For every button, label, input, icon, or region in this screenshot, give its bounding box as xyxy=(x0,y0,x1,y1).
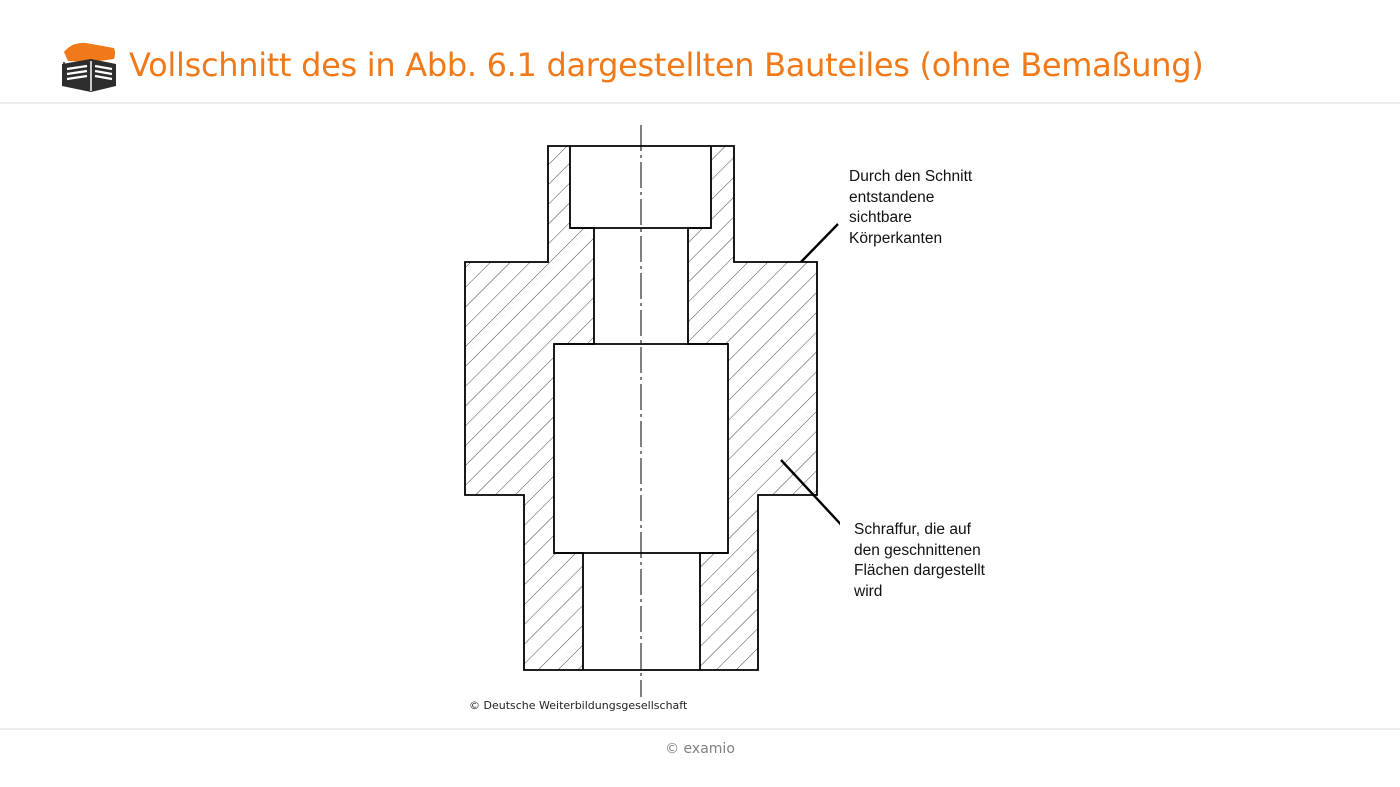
footer-divider xyxy=(0,728,1400,730)
graduation-cap-book-icon xyxy=(58,40,120,94)
leader-line-edges xyxy=(801,224,838,262)
header-divider xyxy=(0,102,1400,104)
annotation-visible-edges: Durch den Schnitt entstandene sichtbare Körperkanten xyxy=(849,168,973,247)
slide-title: Vollschnitt des in Abb. 6.1 dargestellten Bauteiles (ohne Bemaßung) xyxy=(129,46,1204,84)
image-copyright: © Deutsche Weiterbildungsgesellschaft xyxy=(469,699,688,712)
slide-header xyxy=(0,0,1400,103)
section-drawing xyxy=(440,118,840,698)
footer-copyright: © examio xyxy=(665,741,735,757)
annotation-hatching: Schraffur, die auf den geschnittenen Flächen dargestellt wird xyxy=(854,521,985,600)
